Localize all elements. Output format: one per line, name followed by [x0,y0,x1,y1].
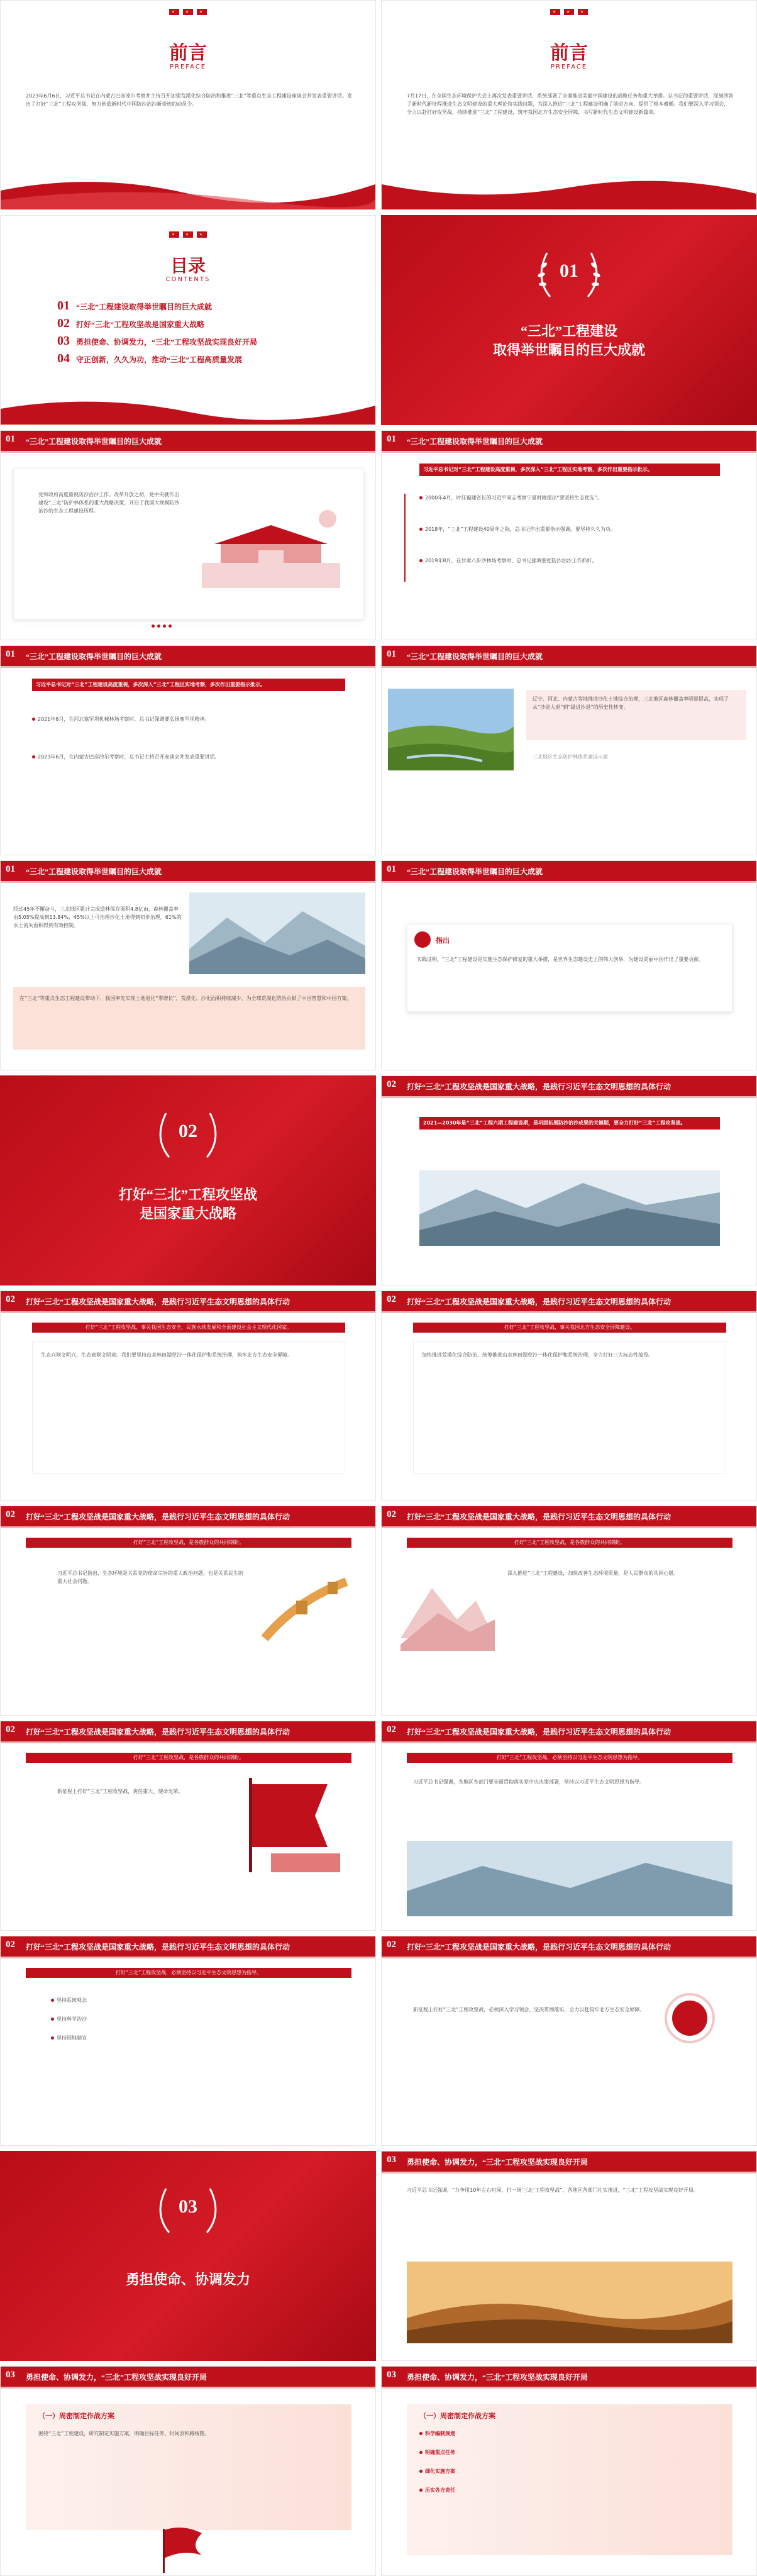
slide-header: 02 打好“三北”工程攻坚战是国家重大战略，是践行习近平生态文明思想的具体行动 [1,1936,375,1957]
body-text: 新征程上打好“三北”工程攻坚战，责任重大、使命光荣。 [57,1789,184,1794]
timeline-item: 2019年8月，在甘肃八步沙林场考察时，总书记强调要把防沙治沙工作抓好。 [419,557,727,565]
highlight-tag: 习近平总书记对“三北”工程建设高度重视，多次深入“三北”工程区实地考察，多次作出重要指示批示。 [32,679,345,691]
body-text: 新征程上打好“三北”工程攻坚战，必须深入学习领会、坚决贯彻落实，全力以赴筑牢北方生态安全屏障。 [413,2007,645,2012]
red-wave-decoration [1,380,375,425]
slide-s2-i[interactable] [381,1936,757,2146]
body-text: 生态兴则文明兴，生态衰则文明衰。我们要坚持山水林田湖草沙一体化保护和系统治理，筑牢北方生态安全屏障。 [41,1352,292,1358]
slide-s3-c[interactable] [381,2366,757,2576]
timeline-line [404,494,406,582]
grassland-photo [388,689,514,770]
body-text: 习近平总书记指出，生态环境是关系党的使命宗旨的重大政治问题，也是关系民生的重大社会问题。 [57,1570,243,1584]
list-item: 科学编制规划 [419,2429,721,2438]
user-icon [672,2001,707,2036]
toc-item[interactable]: 02 打好“三北”工程攻坚战是国家重大战略 [57,316,205,330]
mountain-photo [189,892,365,974]
body-text: 围绕“三北”工程建设，研究制定实施方案，明确目标任务、时间表和路线图。 [38,2431,210,2436]
list-item: 坚持系统观念 [51,1996,328,2004]
red-wave-decoration [1,165,375,209]
slide-s2-b[interactable] [0,1291,376,1501]
section-title: 勇担使命、协调发力 [125,2272,250,2287]
timeline-item: 2000年4月，时任福建省长的习近平同志考察宁夏时就提出“要坚持生态优先”。 [419,494,727,502]
body-text: 习近平总书记强调，“力争用10年左右时间，打一场‘三北’工程攻坚战”，各地区各部门扎实推进，“三北”工程攻坚战实现良好开局。 [407,2187,699,2193]
slide-s1-a[interactable] [0,430,376,640]
slide-s1-c[interactable] [0,645,376,855]
list-item: 细化实施方案 [419,2467,721,2475]
slide-s2-a[interactable] [381,1075,757,1285]
quote-label: 指出 [436,936,450,945]
toc-title: 目录 [170,257,206,276]
page-dots [152,619,174,631]
section-number: 03 [179,2196,197,2217]
toc-item[interactable]: 03 勇担使命、协调发力，“三北”工程攻坚战实现良好开局 [57,334,258,348]
slide-s1-f[interactable] [381,860,757,1070]
party-flag-illustration [240,1772,353,1879]
highlight-tag: 2021—2030年是“三北”工程六期工程建设期，是巩固拓展防沙治沙成果的关键期，要全力打好“三北”工程攻坚战。 [419,1117,720,1130]
slide-s2-c[interactable] [381,1291,757,1501]
list-item: 坚持因地制宜 [51,2034,328,2042]
section-bar: 打好“三北”工程攻坚战，必须坚持以习近平生态文明思想为指导。 [407,1753,732,1763]
section-title: 打好“三北”工程攻坚战 [118,1187,257,1202]
check-icon [414,931,431,948]
slide-toc[interactable] [0,215,376,425]
section-bar: 打好“三北”工程攻坚战，是各族群众的共同期盼。 [26,1753,351,1763]
slide-s1-b[interactable] [381,430,757,640]
quote-card [407,924,732,1012]
section-title: 取得举世瞩目的巨大成就 [492,342,645,358]
landscape-photo [407,1841,732,1916]
section-bar: 打好“三北”工程攻坚战，事关我国北方生态安全屏障建设。 [413,1323,726,1333]
slide-header: 02 打好“三北”工程攻坚战是国家重大战略，是践行习近平生态文明思想的具体行动 [382,1076,756,1096]
body-text: 经过45年不懈奋斗，三北地区累计完成造林保存面积4.8亿亩，森林覆盖率由5.05%提高到13.84%，45%以上可治理沙化土地得到初步治理，61%的水土流失面积得到有效控制。 [13,906,182,928]
page-subtitle: PREFACE [550,64,588,70]
body-text: 习近平总书记强调，各地区各部门要全面贯彻落实党中央决策部署，坚持以习近平生态文明思想为指导。 [413,1779,644,1785]
great-wall-illustration [258,1563,353,1651]
page-title: 前言 [169,43,207,64]
slide-s3-a[interactable] [381,2151,757,2361]
flag-decoration [1,6,375,18]
slide-header: 03 勇担使命、协调发力，“三北”工程攻坚战实现良好开局 [1,2367,375,2387]
slide-header: 02 打好“三北”工程攻坚战是国家重大战略，是践行习近平生态文明思想的具体行动 [1,1291,375,1311]
image-caption: 三北地区生态防护林体系建设示意 [533,754,608,760]
slide-header: 03 勇担使命、协调发力，“三北”工程攻坚战实现良好开局 [382,2367,756,2387]
slide-s2-f[interactable] [0,1721,376,1931]
slide-header: 03 勇担使命、协调发力，“三北”工程攻坚战实现良好开局 [382,2151,756,2172]
section-bar: 打好“三北”工程攻坚战，事关我国生态安全、民族永续发展和全面建设社会主义现代化国家。 [32,1323,345,1333]
sub-heading: （一）周密制定作战方案 [419,2412,495,2420]
slide-header: 01 “三北”工程建设取得举世瞩目的巨大成就 [1,861,375,881]
tiananmen-illustration [189,500,353,601]
slide-s1-e[interactable] [0,860,376,1070]
slide-header: 02 打好“三北”工程攻坚战是国家重大战略，是践行习近平生态文明思想的具体行动 [1,1721,375,1741]
sub-heading: （一）周密制定作战方案 [38,2412,114,2420]
page-subtitle: PREFACE [169,64,207,70]
section-bar: 打好“三北”工程攻坚战，是各族群众的共同期盼。 [407,1538,732,1548]
flag-decoration [1,228,375,240]
preface-text: 2023年6月6日，习近平总书记在内蒙古巴彦淖尔考察并主持召开加强荒漠化综合防治和推进“三北”等重点生态工程建设座谈会并发表重要讲话。发出了打好“三北”工程攻坚战、努力创造新时代中国防沙治沙新奇迹的动员令。 [26,93,352,107]
body-text: 深入推进“三北”工程建设，加快改善生态环境质量，是人民群众的共同心愿。 [507,1570,679,1576]
quote-text: 实践证明，“三北”工程建设是实施生态保护修复的重大举措，是世界生态建设史上的伟大创举，为建设美丽中国作出了重要贡献。 [417,957,704,962]
section-title: “三北”工程建设 [520,323,617,339]
list-item: 坚持科学治沙 [51,2015,328,2023]
toc-item[interactable]: 04 守正创新，久久为功，推动“三北”工程高质量发展 [57,352,243,365]
slide-s1-d[interactable] [381,645,757,855]
slide-section-02[interactable] [0,1075,376,1285]
mountain-photo [419,1170,720,1246]
slide-section-03[interactable] [0,2151,376,2361]
slide-s2-d[interactable] [0,1506,376,1716]
mountain-illustration [401,1563,495,1651]
section-number: 02 [179,1121,197,1141]
timeline-item: 2021年8月，在河北塞罕坝机械林场考察时，总书记强调要弘扬塞罕坝精神。 [32,715,346,723]
body-text: 加快推进荒漠化综合防治，统筹推进山水林田湖草沙一体化保护和系统治理，全力打好三大标志性战役。 [422,1352,653,1358]
list-item: 压实各方责任 [419,2486,721,2494]
slide-header: 02 打好“三北”工程攻坚战是国家重大战略，是践行习近平生态文明思想的具体行动 [382,1291,756,1311]
slide-header: 01 “三北”工程建设取得举世瞩目的巨大成就 [382,861,756,881]
toc-item[interactable]: 01 “三北”工程建设取得举世瞩目的巨大成就 [57,299,213,313]
slide-header: 01 “三北”工程建设取得举世瞩目的巨大成就 [1,646,375,666]
timeline-item: 2018年，“三北”工程建设40周年之际，总书记作出重要指示强调，要坚持久久为功。 [419,525,727,533]
slide-header: 01 “三北”工程建设取得举世瞩目的巨大成就 [382,646,756,666]
list-item: 明确重点任务 [419,2448,721,2457]
section-bar: 打好“三北”工程攻坚战，是各族群众的共同期盼。 [26,1538,351,1548]
toc-subtitle: CONTENTS [165,276,211,283]
flag-icon [152,2524,208,2574]
slide-section-01[interactable] [381,215,757,425]
slide-header: 01 “三北”工程建设取得举世瞩目的巨大成就 [1,431,375,451]
page-title: 前言 [550,43,588,64]
highlight-tag: 习近平总书记对“三北”工程建设高度重视，多次深入“三北”工程区实地考察，多次作出重要指示批示。 [419,464,720,476]
great-wall-photo [407,2262,732,2343]
body-text: 辽宁、河北、内蒙古等地推进沙化土地综合治理，三北地区森林覆盖率明显提高，实现了从“沙进人退”到“绿进沙退”的历史性转变。 [533,696,729,710]
section-title: 是国家重大战略 [139,1206,236,1221]
slide-header: 02 打好“三北”工程攻坚战是国家重大战略，是践行习近平生态文明思想的具体行动 [382,1721,756,1741]
section-bar: 打好“三北”工程攻坚战，必须坚持以习近平生态文明思想为指导。 [26,1968,351,1978]
section-number: 01 [560,260,578,281]
slide-header: 02 打好“三北”工程攻坚战是国家重大战略，是践行习近平生态文明思想的具体行动 [382,1506,756,1526]
slide-header: 02 打好“三北”工程攻坚战是国家重大战略，是践行习近平生态文明思想的具体行动 [1,1506,375,1526]
slide-header: 01 “三北”工程建设取得举世瞩目的巨大成就 [382,431,756,451]
slide-s3-b[interactable] [0,2366,376,2576]
red-wave-decoration [382,165,756,209]
slide-s2-h[interactable] [0,1936,376,2146]
preface-text: 7月17日，在全国生态环境保护大会上再次发表重要讲话，系统部署了全面推进美丽中国建设的战略任务和重大举措。总书记的重要讲话，深刻回答了新时代新征程推进生态文明建设的重大理论和实践问题，为深入推进“三北”工程建设明确了前进方向、提供了根本遵循。我们要深入学习领会，全力以赴打好攻坚战，持续推进“三北”工程建设，筑牢我国北方生态安全屏障，书写新时代生态文明建设新篇章。 [407,93,734,115]
slide-s2-g[interactable] [381,1721,757,1931]
slide-s2-e[interactable] [381,1506,757,1716]
flag-decoration [382,6,756,18]
slide-preface-1[interactable] [0,0,376,210]
body-text: 党和政府高度重视防沙治沙工作。改革开放之初，党中央就作出建设“三北”防护林体系的重大战略决策，开启了我国大规模防沙治沙的生态工程建设历程。 [38,492,180,514]
slide-header: 02 打好“三北”工程攻坚战是国家重大战略，是践行习近平生态文明思想的具体行动 [382,1936,756,1957]
timeline-item: 2023年6月，在内蒙古巴彦淖尔考察时，总书记主持召开座谈会并发表重要讲话。 [32,753,346,761]
body-text: 在“三北”等重点生态工程建设带动下，我国率先实现土地退化“零增长”，荒漠化、沙化面积持续减少，为全球荒漠化防治贡献了中国智慧和中国方案。 [19,996,352,1001]
slide-preface-2[interactable] [381,0,757,210]
